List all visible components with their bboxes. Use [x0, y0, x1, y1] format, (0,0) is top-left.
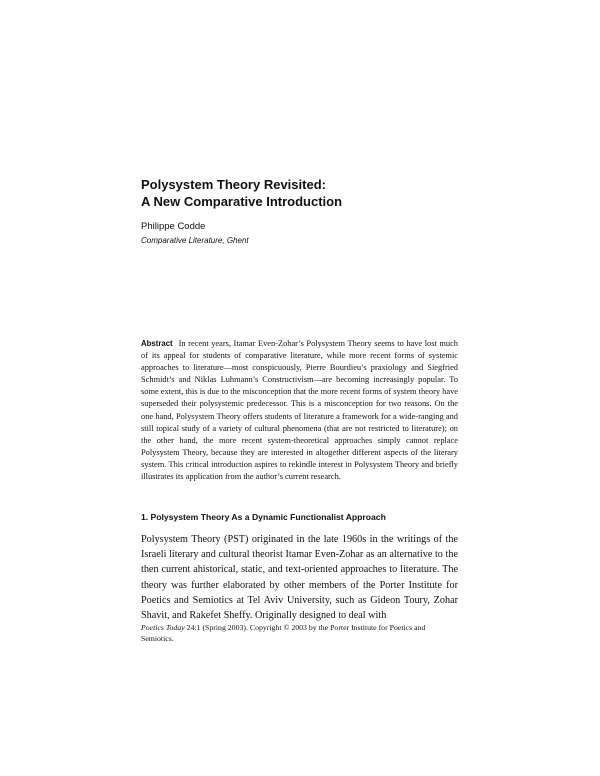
title-line-1: Polysystem Theory Revisited: — [141, 177, 326, 192]
title-line-2: A New Comparative Introduction — [141, 194, 343, 209]
article-title — [141, 176, 471, 210]
body-paragraph: Polysystem Theory (PST) originated in the late 1960s in the writings of the Israeli literary and cultural theorist Itamar Even-Zohar as an alternative to the then current ahistorical, static, and text-oriented approaches to literature. The theory was further elaborated by other members of the Porter Institute for Poetics and Semiotics at Tel Aviv University, such as Gideon Toury, Zohar Shavit, and Rakefet Sheffy. Originally designed to deal with — [141, 534, 458, 622]
abstract-label: Abstract — [141, 339, 173, 348]
page-footer — [141, 622, 458, 644]
section-heading: 1. Polysystem Theory As a Dynamic Functionalist Approach — [141, 512, 386, 522]
footer-citation: 24:1 (Spring 2003). Copyright © 2003 by the Porter Institute for Poetics and Semiotics. — [141, 623, 426, 643]
abstract — [141, 338, 458, 483]
author-affiliation: Comparative Literature, Ghent — [141, 236, 249, 245]
journal-name: Poetics Today — [141, 623, 185, 632]
abstract-text: In recent years, Itamar Even-Zohar’s Polysystem Theory seems to have lost much of its appeal for students of comparative literature, while more recent forms of systemic approaches to literature—most conspicuously, Pierre Bourdieu’s praxiology and Siegfried Schmidt’s and Niklas Luhmann’s Constructivism—are becoming increasingly popular. To some extent, this is due to the misconception that the more recent forms of system theory have superseded their polysystemic predecessor. This is a misconception for two reasons. On the one hand, Polysystem Theory offers students of literature a framework for a wide-ranging and still topical study of a variety of cultural phenomena (that are not restricted to literature); on the other hand, the more recent system-theoretical approaches simply cannot replace Polysystem Theory, because they are interested in altogether different aspects of the literary system. This critical introduction aspires to rekindle interest in Polysystem Theory and briefly illustrates its application from the author’s current research. — [141, 339, 458, 482]
author-name: Philippe Codde — [141, 221, 206, 232]
